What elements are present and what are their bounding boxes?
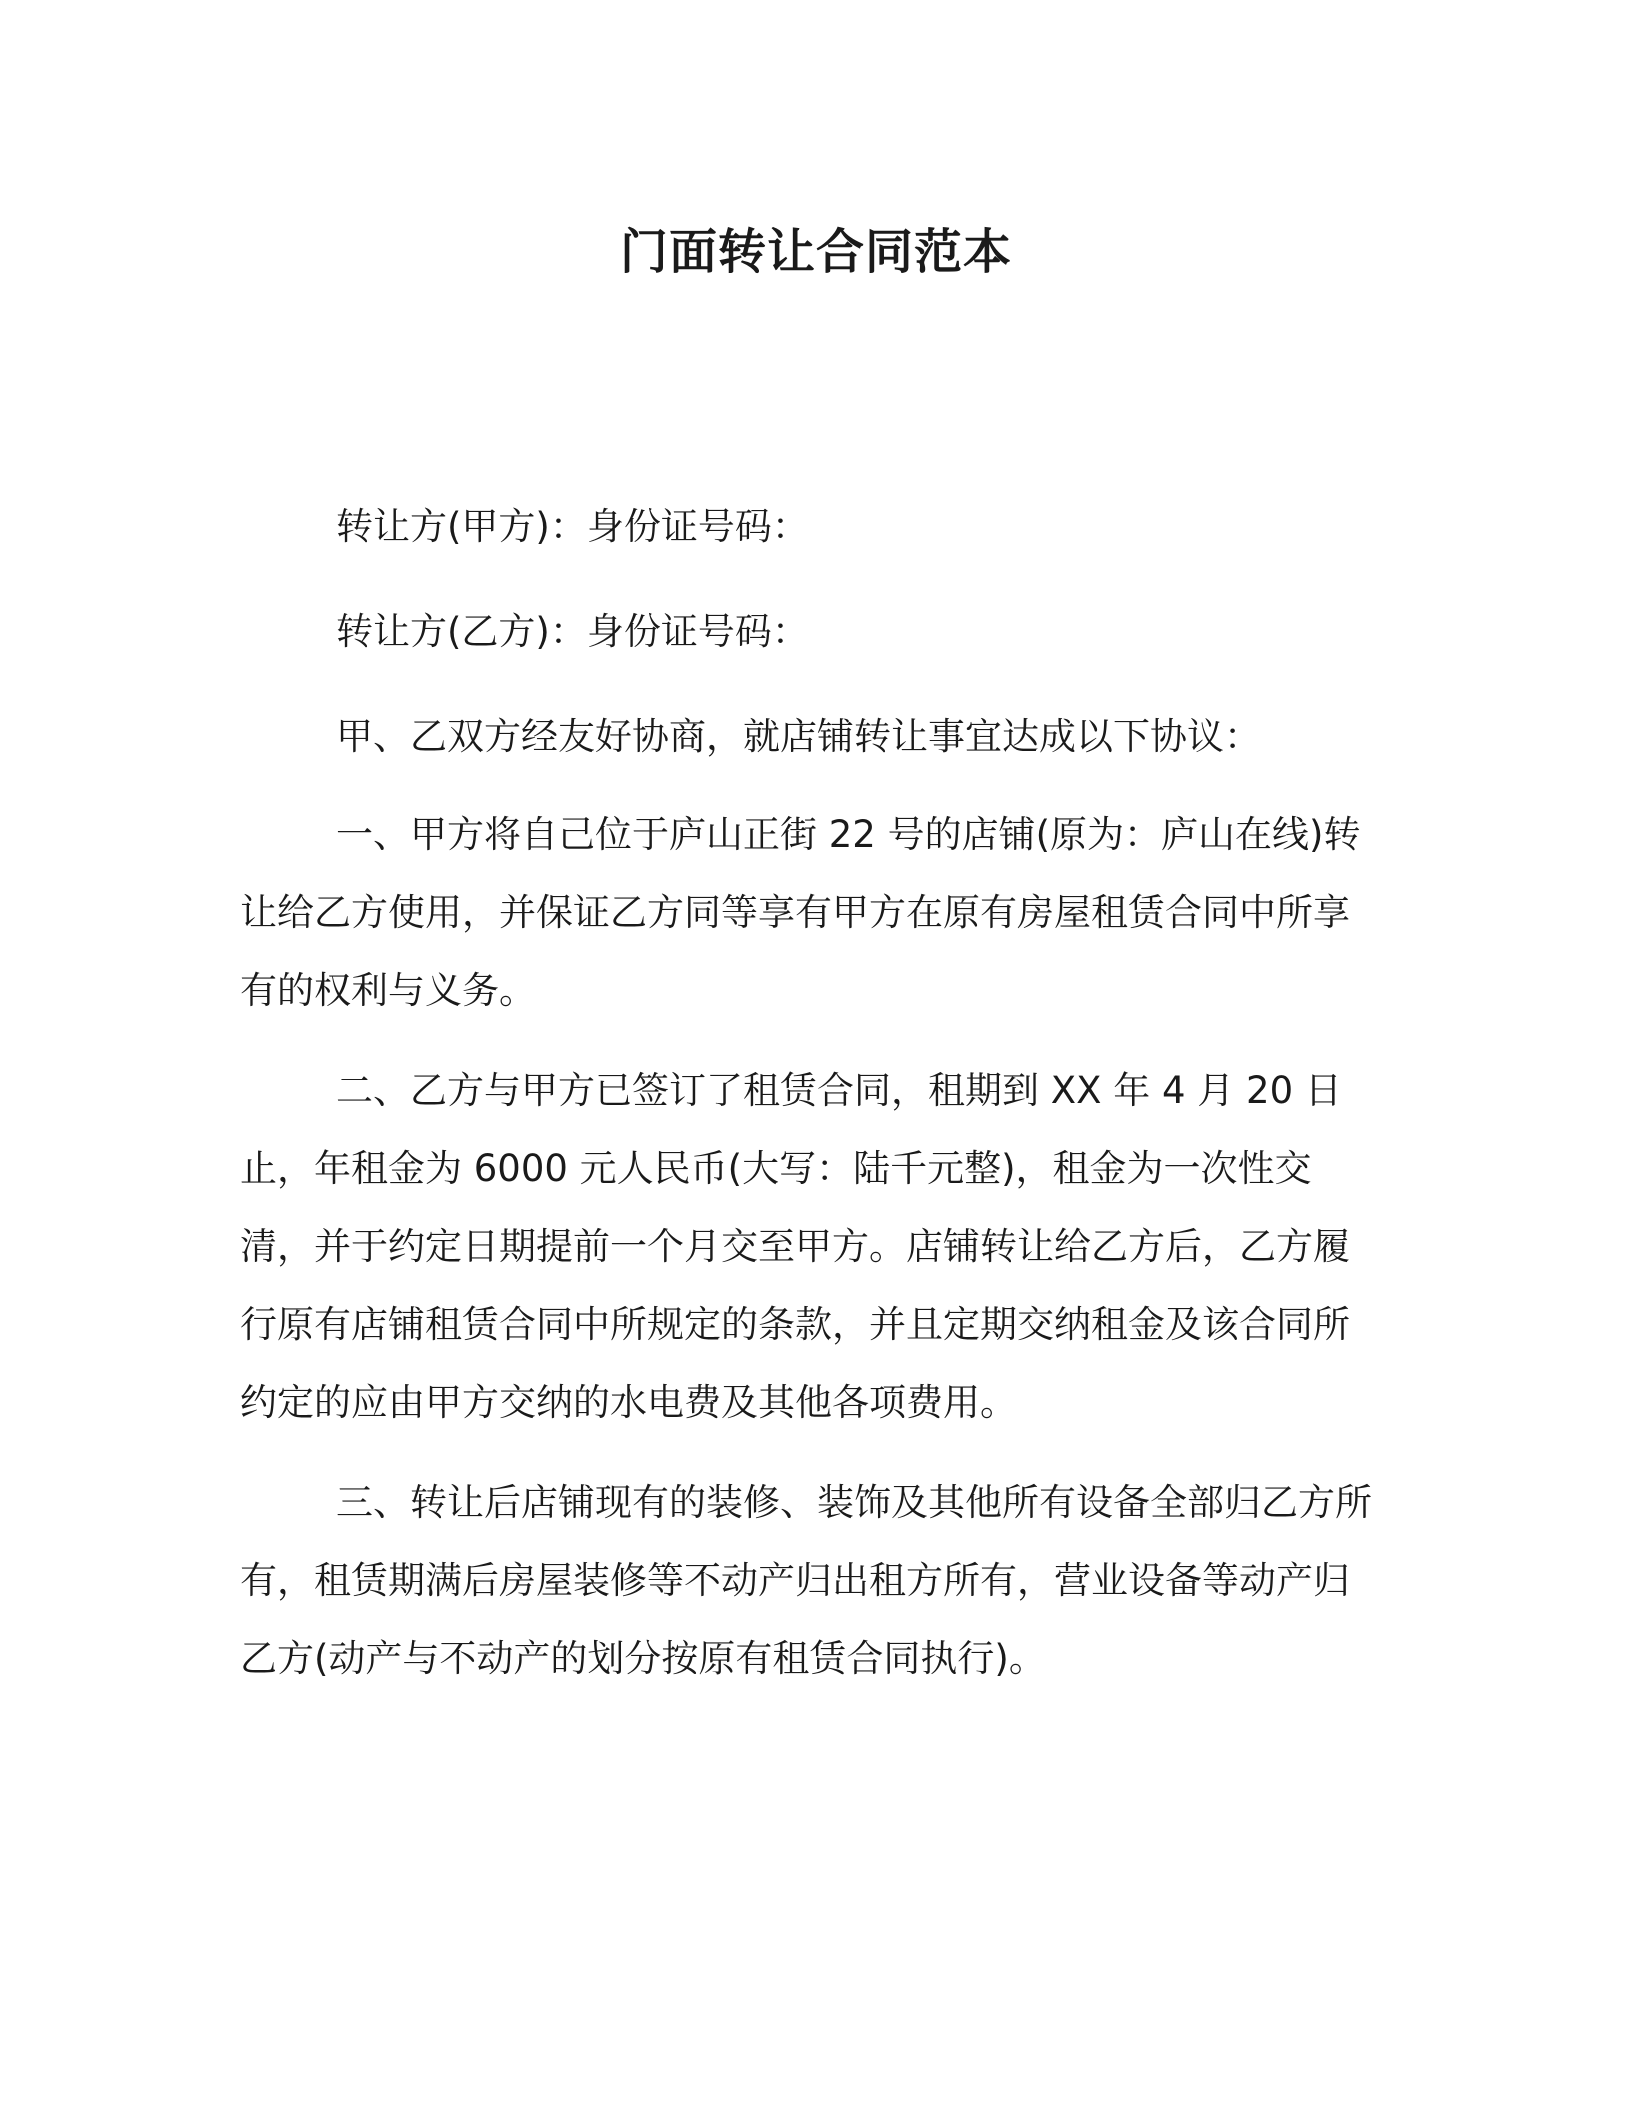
document-title: 门面转让合同范本 <box>619 224 1012 280</box>
party-b-line: 转让方(乙方)：身份证号码： <box>336 610 809 653</box>
clause-three: 三、转让后店铺现有的装修、装饰及其他所有设备全部归乙方所有，租赁期满后房屋装修等不动产归出租方所有，营业设备等动产归乙方(动产与不动产的划分按原有租赁合同执行)。 <box>240 1481 1372 1680</box>
party-a-line: 转让方(甲方)：身份证号码： <box>336 505 809 548</box>
document-body <box>240 488 1380 1726</box>
clause-one: 一、甲方将自己位于庐山正街 22 号的店铺(原为：庐山在线)转让给乙方使用，并保证乙方同等享有甲方在原有房屋租赁合同中所享有的权利与义务。 <box>240 813 1361 1012</box>
agreement-intro: 甲、乙双方经友好协商，就店铺转让事宜达成以下协议： <box>336 715 1261 758</box>
clause-two: 二、乙方与甲方已签订了租赁合同，租期到 XX 年 4 月 20 日止，年租金为 6000 元人民币(大写：陆千元整)，租金为一次性交清，并于约定日期提前一个月交至甲方。店铺转让给乙方后，乙方履行原有店铺租赁合同中所规定的条款，并且定期交纳租金及该合同所约定的应由甲方交纳的水电费及其他各项费用。 <box>240 1069 1350 1424</box>
